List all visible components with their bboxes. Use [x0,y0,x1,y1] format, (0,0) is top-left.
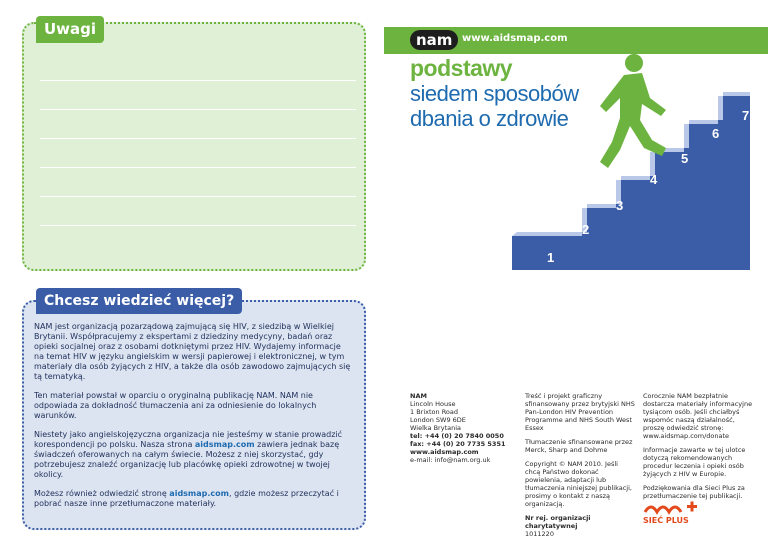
more-info-p3: Niestety jako angielskojęzyczna organizacja nie jesteśmy w stanie prowadzić korespondencji po polsku. Nasza strona aidsmap.com zawiera jednak bazę świadczeń oferowanych na całym świecie. Możesz z niej skorzystać, gdy potrzebujesz znaleźć organizację lub placówkę opieki zdrowotnej w twojej okolicy. [34,430,343,479]
donate-column [643,392,753,506]
more-info-p1: NAM jest organizacją pozarządową zajmującą się HIV, z siedzibą w Wielkiej Brytanii. Współpracujemy z ekspertami z dziedziny medycyny, badań oraz opieki socjalnej oraz z osobami dotkniętymi przez HIV. Wydajemy informacje na temat HIV w języku angielskim w wersji papierowej i elektronicznej, w tym materiały dla osób żyjących z HIV, a także dla osób zawodowo zajmujących się tą tematyką. [34,322,351,381]
siec-plus-logo-text: SIEĆ PLUS [643,516,689,525]
more-info-p4: Możesz również odwiedzić stronę aidsmap.com, gdzie możesz przeczytać i pobrać nasze inne przetłumaczone materiały. [34,489,339,508]
email[interactable]: e-mail: info@nam.org.uk [410,456,491,464]
cover-header-bar [384,27,768,54]
credits-p2: Tłumaczenie sfinansowane przez Merck, Sharp and Dohme [525,438,633,454]
notes-box [22,22,366,271]
credits-p1: Treść i projekt graficzny sfinansowany przez brytyjski NHS Pan-London HIV Prevention Programme and NHS South West Essex [525,392,635,432]
cover-url[interactable]: www.aidsmap.com [462,33,568,44]
cover-title-line1: podstawy [410,55,513,81]
cover-title [410,56,579,131]
fax: fax: +44 (0) 20 7735 5351 [410,440,506,448]
credits-column [525,392,635,538]
charity-reg-label: Nr rej. organizacji charytatywnej [525,514,591,530]
notes-lines [40,80,356,254]
notes-title: Uwagi [36,16,104,43]
step-number-2: 2 [582,222,590,237]
step-number-7: 7 [742,108,750,123]
charity-reg-number: 1011220 [525,530,554,538]
step-number-3: 3 [616,198,624,213]
step-number-4: 4 [650,172,658,187]
org-name: NAM [410,392,427,400]
step-number-5: 5 [681,151,689,166]
donate-p2: Informacje zawarte w tej ulotce dotyczą rekomendowanych procedur leczenia i opieki osób żyjących z HIV w Europie. [643,446,746,478]
more-info-title: Chcesz wiedzieć więcej? [36,288,242,314]
cover-title-line2: siedem sposobów [410,81,579,106]
aidsmap-link[interactable]: aidsmap.com [194,440,255,449]
address-line: Wielka Brytania [410,424,462,432]
address-line: Lincoln House [410,400,456,408]
step-number-1: 1 [547,250,555,265]
more-info-p2: Ten materiał powstał w oparciu o oryginalną publikację NAM. NAM nie odpowiada za dokładność tłumaczenia ani za odniesienie do lokalnych warunków. [34,391,317,420]
phone: tel: +44 (0) 20 7840 0050 [410,432,504,440]
website-link[interactable]: www.aidsmap.com [410,448,479,456]
aidsmap-link-2[interactable]: aidsmap.com [169,489,229,498]
step-number-6: 6 [712,126,720,141]
walking-person-icon [600,54,666,168]
address-line: 1 Brixton Road [410,408,459,416]
credits-p3: Copyright © NAM 2010. Jeśli chcą Państwo dokonać powielenia, adaptacji lub tłumaczenia niniejszej publikacji, prosimy o kontakt z naszą organizacją. [525,460,632,508]
nam-logo: nam [410,30,458,50]
siec-plus-logo-icon [643,500,703,516]
more-info-body [34,322,352,518]
donate-p3: Podziękowania dla Sieci Plus za przetłumaczenie tej publikacji. [643,484,745,500]
address-column [410,392,520,464]
donate-p1: Corocznie NAM bezpłatnie dostarcza materiały informacyjne tysiącom osób. Jeśli chciałbyś wspomóc naszą działalność, proszę odwiedzić stronę: www.aidsmap.com/donate [643,392,753,440]
cover-panel [384,0,768,270]
address-line: London SW9 6DE [410,416,466,424]
cover-title-line3: dbania o zdrowie [410,106,569,131]
